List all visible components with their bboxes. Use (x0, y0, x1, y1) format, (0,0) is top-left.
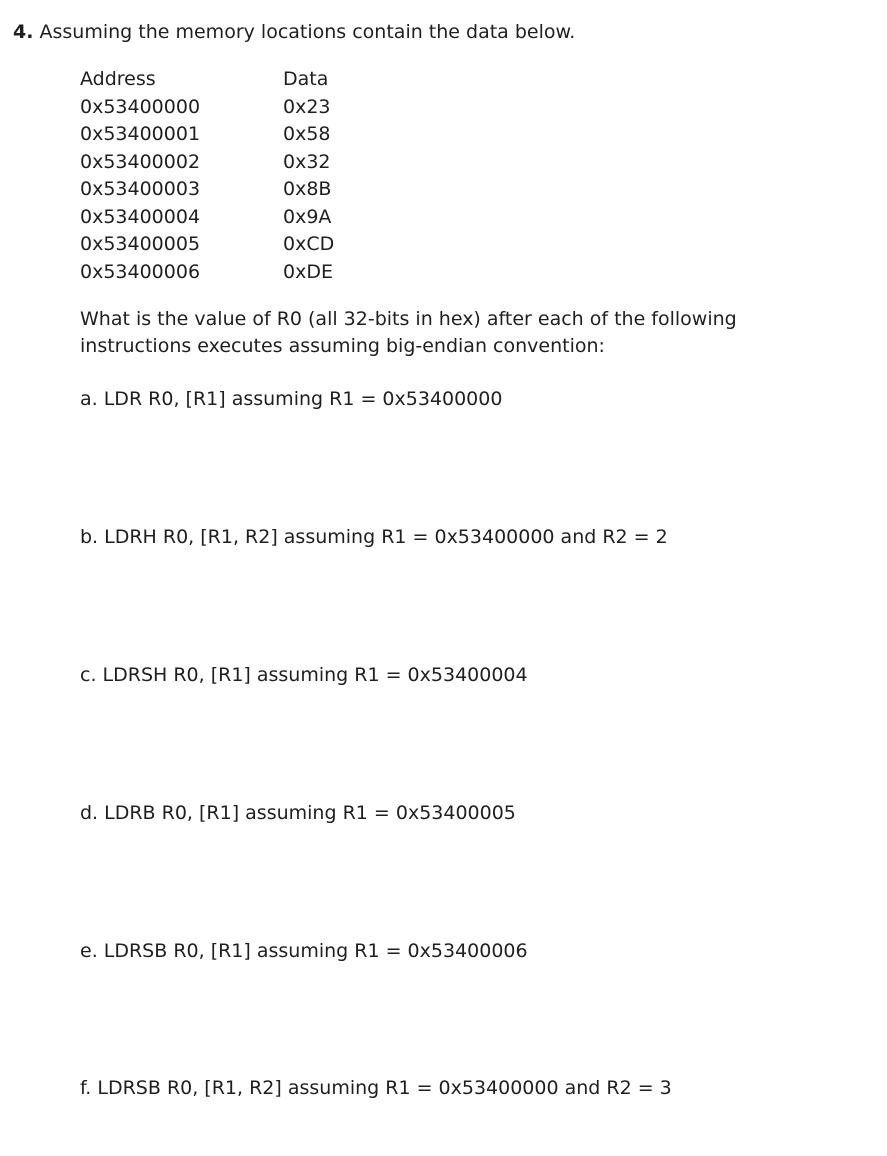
table-row (80, 94, 334, 122)
data-header: Data (283, 68, 329, 90)
table-row (80, 204, 334, 232)
table-row (80, 259, 334, 287)
table-row (80, 121, 334, 149)
table-header-row (80, 66, 334, 94)
address-cell: 0x53400001 (80, 123, 201, 145)
item-c: c. LDRSH R0, [R1] assuming R1 = 0x53400004 (80, 664, 528, 686)
table-row (80, 149, 334, 177)
address-cell: 0x53400002 (80, 150, 201, 173)
item-a: a. LDR R0, [R1] assuming R1 = 0x53400000 (80, 388, 503, 410)
problem-intro: Assuming the memory locations contain the data below. (39, 21, 576, 43)
address-header: Address (80, 68, 156, 90)
data-cell: 0x9A (283, 205, 332, 228)
item-e: e. LDRSB R0, [R1] assuming R1 = 0x53400006 (80, 940, 528, 962)
address-cell: 0x53400000 (80, 95, 201, 118)
data-cell: 0x32 (283, 150, 331, 173)
data-cell: 0x23 (283, 95, 331, 118)
memory-table (80, 66, 334, 286)
item-f: f. LDRSB R0, [R1, R2] assuming R1 = 0x53400000 and R2 = 3 (80, 1077, 672, 1099)
address-cell: 0x53400004 (80, 205, 201, 228)
table-row (80, 231, 334, 259)
address-cell: 0x53400006 (80, 260, 201, 283)
data-cell: 0xDE (283, 260, 333, 283)
item-b: b. LDRH R0, [R1, R2] assuming R1 = 0x53400000 and R2 = 2 (80, 526, 668, 548)
problem-number: 4. (13, 21, 34, 43)
data-cell: 0xCD (283, 233, 335, 255)
data-cell: 0x58 (283, 123, 331, 145)
address-cell: 0x53400003 (80, 178, 201, 200)
question-text: What is the value of R0 (all 32-bits in hex) after each of the following instructions executes assuming big-endian convention: (80, 308, 737, 357)
item-d: d. LDRB R0, [R1] assuming R1 = 0x53400005 (80, 802, 516, 824)
address-cell: 0x53400005 (80, 233, 201, 255)
data-cell: 0x8B (283, 178, 332, 200)
table-row (80, 176, 334, 204)
problem-title (13, 21, 575, 43)
